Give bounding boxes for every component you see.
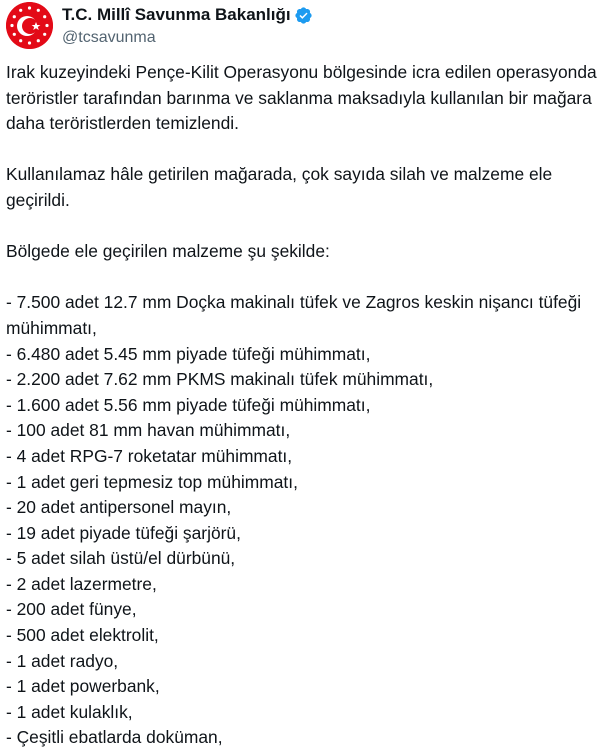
account-handle[interactable]: @tcsavunma	[62, 29, 156, 46]
list-item: - 1 adet geri tepmesiz top mühimmatı,	[6, 471, 298, 492]
list-item: - 1 adet kulaklık,	[6, 701, 133, 722]
list-item: - 2.200 adet 7.62 mm PKMS makinalı tüfek mühimmatı,	[6, 369, 434, 390]
tweet-header	[6, 2, 606, 52]
crescent-star-emblem-icon	[6, 2, 53, 49]
list-item: - 1.600 adet 5.56 mm piyade tüfeği mühimmatı,	[6, 394, 371, 415]
tweet-paragraph-2: Kullanılamaz hâle getirilen mağarada, çok sayıda silah ve malzeme ele geçirildi.	[6, 164, 553, 210]
list-item: - 5 adet silah üstü/el dürbünü,	[6, 548, 236, 569]
list-item: - 1 adet radyo,	[6, 650, 119, 671]
list-item: - 7.500 adet 12.7 mm Doçka makinalı tüfek ve Zagros keskin nişancı tüfeği mühimmatı,	[6, 292, 582, 338]
list-item: - 100 adet 81 mm havan mühimmatı,	[6, 420, 291, 441]
list-item: - 2 adet lazermetre,	[6, 573, 157, 594]
list-item: - 6.480 adet 5.45 mm piyade tüfeği mühimmatı,	[6, 343, 371, 364]
tweet-text	[6, 60, 606, 751]
list-item: - 20 adet antipersonel mayın,	[6, 497, 232, 518]
display-name[interactable]: T.C. Millî Savunma Bakanlığı	[62, 5, 291, 24]
list-item: - 19 adet piyade tüfeği şarjörü,	[6, 522, 241, 543]
verified-badge-icon	[294, 6, 313, 25]
avatar[interactable]	[6, 2, 53, 49]
tweet-paragraph-3: Bölgede ele geçirilen malzeme şu şekilde:	[6, 241, 330, 262]
list-item: - 200 adet fünye,	[6, 599, 137, 620]
list-item: - 500 adet elektrolit,	[6, 625, 159, 646]
list-item: - 1 adet powerbank,	[6, 676, 160, 697]
list-item: - Çeşitli ebatlarda doküman,	[6, 727, 223, 748]
tweet-paragraph-1: Irak kuzeyindeki Pençe-Kilit Operasyonu bölgesinde icra edilen operasyonda teröristler tarafından barınma ve saklanma maksadıyla kullanılan bir mağara daha teröristlerden temizlendi.	[6, 62, 597, 134]
seized-items-list	[6, 290, 606, 751]
list-item: - 4 adet RPG-7 roketatar mühimmatı,	[6, 445, 293, 466]
name-row	[62, 5, 313, 25]
